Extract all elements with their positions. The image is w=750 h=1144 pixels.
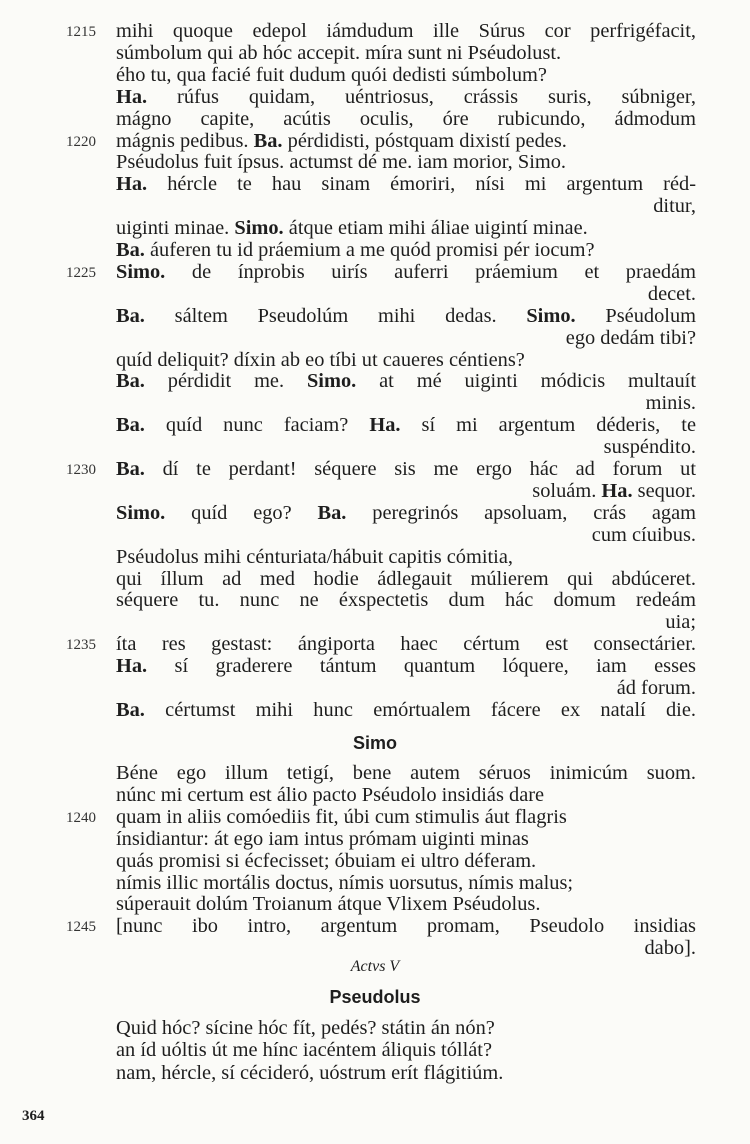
verse-line — [116, 524, 696, 546]
verse-text: mihi quoque edepol iámdudum ille Súrus cor perfrigéfacit, — [116, 20, 696, 42]
page-number: 364 — [22, 1108, 45, 1124]
line-number: 1240 — [66, 809, 96, 826]
verse-line — [116, 414, 696, 436]
verse-text: decet. — [647, 282, 696, 305]
verse-line — [116, 305, 696, 327]
verse-text: átque etiam mihi áliae uigintí minae. — [283, 217, 588, 240]
verse-line — [116, 784, 696, 806]
verse-line — [116, 1017, 696, 1039]
verse-line — [116, 130, 696, 152]
verse-text: núnc mi certum est álio pacto Pséudolo insidiás dare — [116, 783, 545, 806]
verse-text: sí graderere tántum quantum lóquere, iam esses — [147, 655, 696, 678]
verse-text: an íd uóltis út me hínc iacéntem áliquis tóllát? — [116, 1039, 493, 1062]
verse-text: uiginti minae. — [116, 217, 235, 240]
verse-text: Pséudolum — [575, 304, 696, 327]
verse-text: at mé uiginti módicis multauít — [356, 370, 696, 393]
verse-text: Béne ego illum tetigí, bene autem séruos inimicúm suom. — [116, 762, 696, 784]
scene-heading-pseudolus: Pseudolus — [329, 987, 421, 1007]
verse-text: ínsidiantur: át ego iam intus prómam uiginti minas — [116, 827, 529, 850]
verse-text: ád forum. — [616, 677, 696, 699]
verse-line — [116, 392, 696, 414]
verse-text: súmbolum qui ab hóc accepit. míra sunt ni Pséudolust. — [116, 41, 562, 64]
verse-text: séquere tu. nunc ne éxspectetis dum hác domum redeám — [116, 589, 696, 612]
speaker-label: Ha. — [116, 85, 148, 108]
verse-line — [116, 589, 696, 611]
verse-text: sáltem Pseudolúm mihi dedas. — [144, 304, 527, 327]
verse-line — [116, 893, 696, 915]
verse-line — [116, 677, 696, 699]
verse-text: hércle te hau sinam émoriri, nísi mi argentum réd- — [147, 173, 696, 196]
verse-line — [116, 458, 696, 480]
speaker-label: Ba. — [116, 698, 145, 721]
verse-line — [116, 937, 696, 959]
verse-line — [116, 436, 696, 458]
verse-text: sequor. — [632, 479, 696, 502]
verse-text: [nunc ibo intro, argentum promam, Pseudolo insidias — [116, 915, 696, 938]
speaker-label: Ba. — [116, 458, 145, 480]
line-number: 1220 — [66, 133, 96, 150]
verse-line — [116, 568, 696, 590]
verse-text: íta res gestast: ángiporta haec cértum est consectárier. — [116, 633, 696, 656]
verse-text: áuferen tu id práemium a me quód promisi pér iocum? — [144, 239, 595, 261]
verse-line — [116, 611, 696, 633]
verse-text: quíd ego? — [165, 501, 318, 524]
verse-text: sí mi argentum déderis, te — [400, 414, 696, 437]
verse-line — [116, 850, 696, 872]
verse-line — [116, 480, 696, 502]
verse-line — [116, 108, 696, 130]
verse-text: quíd deliquit? díxin ab eo tíbi ut caueres céntiens? — [116, 348, 525, 371]
verse-text: mágnis pedibus. — [116, 129, 254, 152]
verse-text: quam in aliis comóediis fit, úbi cum stimulis áut flagris — [116, 805, 567, 828]
line-number: 1215 — [66, 24, 96, 40]
verse-line — [116, 261, 696, 283]
verse-text: minis. — [645, 392, 696, 415]
verse-text: quás promisi si écfecisset; óbuiam ei ultro déferam. — [116, 849, 537, 872]
verse-text: dí te perdant! séquere sis me ergo hác ad forum ut — [144, 458, 696, 480]
verse-text: quíd nunc faciam? — [144, 414, 370, 437]
line-number: 1225 — [66, 264, 96, 281]
line-number: 1245 — [66, 919, 96, 936]
speaker-label: Ba. — [317, 501, 347, 524]
speaker-label: Simo. — [116, 260, 166, 283]
verse-line — [116, 872, 696, 894]
verse-line — [116, 655, 696, 677]
verse-line — [116, 20, 696, 42]
verse-line — [116, 1039, 696, 1061]
verse-text: mágno capite, acútis oculis, óre rubicundo, ádmodum — [116, 107, 696, 130]
verse-text: nímis illic mortális doctus, nímis uorsutus, nímis malus; — [116, 871, 574, 894]
verse-text: ého tu, qua facié fuit dudum quói dedisti súmbolum? — [116, 63, 547, 86]
line-number: 1235 — [66, 637, 96, 654]
verse-line — [116, 370, 696, 392]
verse-line — [116, 699, 696, 721]
speaker-label: Ba. — [116, 304, 145, 327]
speaker-label: Ba. — [116, 414, 145, 437]
speaker-label: Ba. — [116, 370, 145, 393]
verse-text: ego dedám tibi? — [565, 326, 696, 349]
verse-line — [116, 915, 696, 937]
verse-text: uia; — [665, 611, 696, 634]
verse-line — [116, 195, 696, 217]
verse-line — [116, 239, 696, 261]
speaker-label: Simo. — [306, 370, 357, 393]
verse-line — [116, 86, 696, 108]
verse-line — [116, 217, 696, 239]
speaker-label: Ha. — [116, 173, 148, 196]
verse-text: Pséudolus fuit ípsus. actumst dé me. iam morior, Simo. — [116, 151, 567, 174]
speaker-label: Ha. — [369, 414, 401, 437]
speaker-label: Ba. — [253, 129, 283, 152]
verse-line — [116, 283, 696, 305]
verse-line — [116, 151, 696, 173]
verse-text: de ínprobis uirís auferri práemium et praedám — [165, 260, 696, 283]
verse-text: nam, hércle, sí cécideró, uóstrum erít flágitiúm. — [116, 1061, 504, 1084]
verse-line — [116, 546, 696, 568]
speaker-label: Simo. — [526, 304, 576, 327]
verse-line — [116, 1062, 696, 1084]
verse-line — [116, 762, 696, 784]
verse-text: Pséudolus mihi cénturiata/hábuit capitis cómitia, — [116, 545, 513, 568]
verse-text: soluám. — [532, 479, 602, 502]
act-heading: Actvs V — [350, 958, 400, 975]
verse-text: pérdidisti, póstquam dixistí pedes. — [282, 129, 567, 152]
speaker-label: Ha. — [116, 655, 148, 678]
verse-text: cértumst mihi hunc emórtualem fácere ex natalí die. — [144, 698, 696, 721]
verse-text: rúfus quidam, uéntriosus, crássis suris, súbniger, — [147, 85, 696, 108]
scene-heading-simo: Simo — [352, 733, 397, 753]
speaker-label: Simo. — [234, 217, 284, 240]
verse-line — [116, 64, 696, 86]
verse-line — [116, 806, 696, 828]
speaker-label: Ba. — [116, 239, 145, 261]
verse-text: pérdidit me. — [144, 370, 307, 393]
verse-text: súperauit dolúm Troianum átque Vlixem Pséudolus. — [116, 893, 541, 916]
verse-line — [116, 349, 696, 371]
speaker-label: Ha. — [601, 479, 633, 502]
verse-text: peregrinós apsoluam, crás agam — [346, 501, 696, 524]
line-number: 1230 — [66, 462, 96, 478]
verse-text: suspéndito. — [603, 436, 696, 459]
verse-line — [116, 327, 696, 349]
verse-text: ditur, — [653, 195, 696, 218]
verse-line — [116, 173, 696, 195]
verse-text: Quid hóc? sícine hóc fít, pedés? státin án nón? — [116, 1017, 495, 1039]
verse-line — [116, 633, 696, 655]
verse-line — [116, 828, 696, 850]
verse-line — [116, 42, 696, 64]
speaker-label: Simo. — [116, 501, 166, 524]
verse-text: dabo]. — [644, 937, 696, 960]
verse-text: cum cíuibus. — [591, 523, 696, 546]
verse-text: qui íllum ad med hodie ádlegauit múlierem qui abdúceret. — [116, 567, 696, 590]
verse-line — [116, 502, 696, 524]
